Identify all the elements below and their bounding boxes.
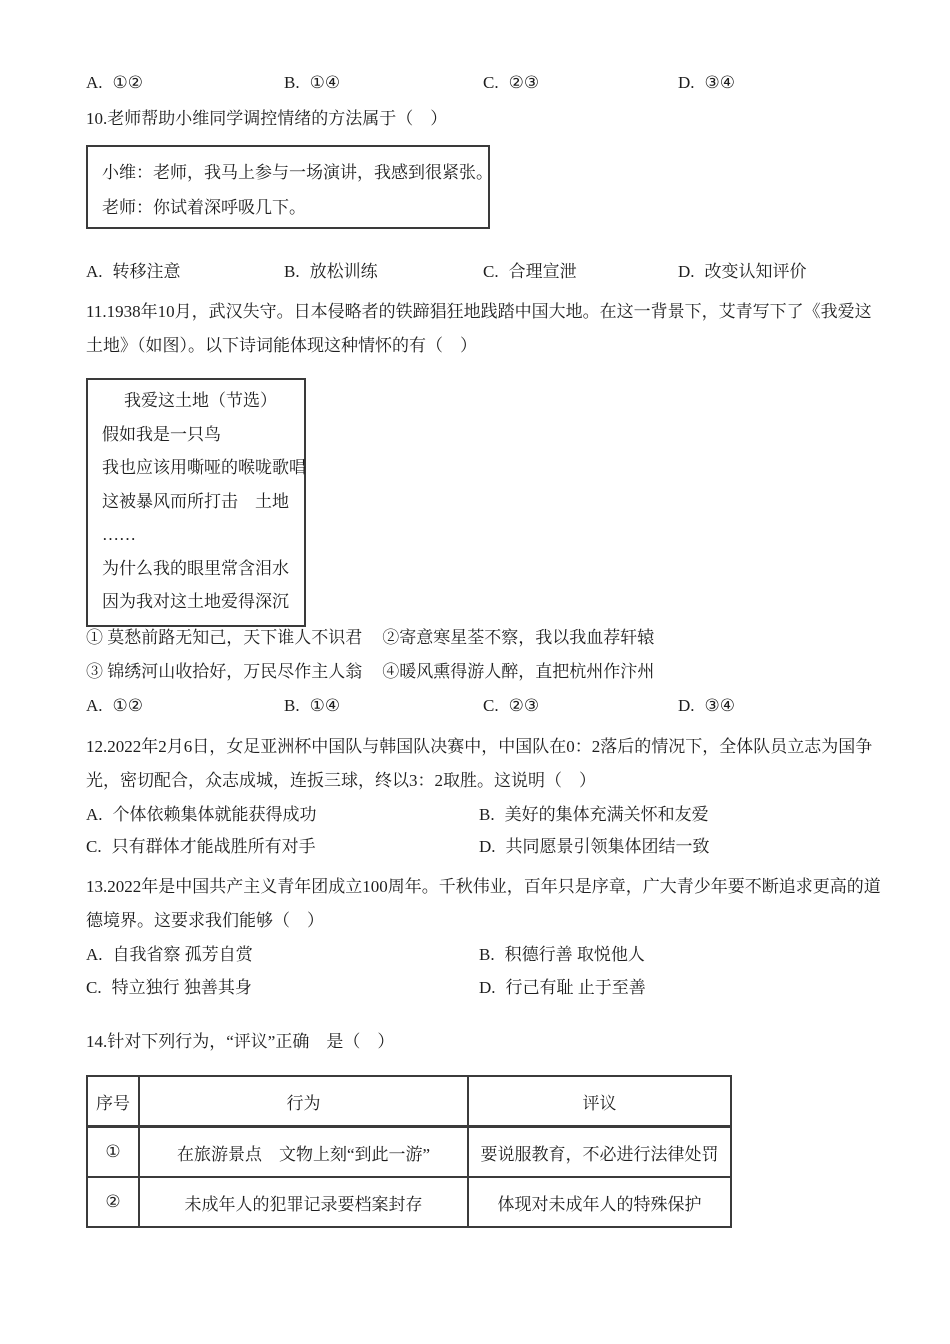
q10-option-b <box>284 260 483 284</box>
header-cell-behavior: 行为 <box>139 1076 468 1127</box>
q9-option-a <box>86 71 284 95</box>
option-label: B. <box>284 262 300 281</box>
option-text: 合理宣泄 <box>508 262 577 281</box>
question-12-option-row-2 <box>86 835 884 859</box>
option-text: 自我省察 孤芳自赏 <box>112 945 253 964</box>
cell-behavior: 在旅游景点 文物上刻“到此一游” <box>139 1127 468 1178</box>
q13-option-d <box>479 976 884 1000</box>
option-label: D. <box>678 262 695 281</box>
option-text: ①④ <box>309 73 341 92</box>
q13-option-b <box>479 943 884 967</box>
table-row <box>87 1127 731 1178</box>
q11-item-4: ④暖风熏得游人醉，直把杭州作汴州 <box>382 662 655 681</box>
question-12-stem: 12.2022年2月6日，女足亚洲杯中国队与韩国队决赛中，中国队在0：2落后的情况下，全体队员立志为国争光，密切配合，众志成城，连扳三球，终以3：2取胜。这说明（ ） <box>86 737 873 790</box>
q11-poem-box <box>86 378 306 627</box>
option-label: C. <box>483 696 499 715</box>
option-text: 改变认知评价 <box>704 262 807 281</box>
question-13-stem: 13.2022年是中国共产主义青年团成立100周年。千秋伟业，百年只是序章，广大青少年要不断追求更高的道德境界。这要求我们能够（ ） <box>86 877 881 930</box>
option-text: ②③ <box>508 696 540 715</box>
cell-comment: 要说服教育，不必进行法律处罚 <box>468 1127 731 1178</box>
q11-option-a <box>86 694 284 718</box>
q11-option-b <box>284 694 483 718</box>
option-label: C. <box>86 978 102 997</box>
question-9-option-row <box>86 71 884 95</box>
option-text: ①② <box>112 73 144 92</box>
q13-option-a <box>86 943 479 967</box>
question-11-option-row <box>86 694 884 718</box>
option-text: 行己有耻 止于至善 <box>505 978 646 997</box>
option-text: ①② <box>112 696 144 715</box>
option-label: B. <box>479 945 495 964</box>
q11-item-1: ① 莫愁前路无知己，天下谁人不识君 <box>86 628 363 647</box>
question-13-option-row-2 <box>86 976 884 1000</box>
q9-option-c <box>483 71 678 95</box>
poem-line: 为什么我的眼里常含泪水 <box>102 558 289 578</box>
cell-behavior: 未成年人的犯罪记录要档案封存 <box>139 1177 468 1227</box>
header-cell-number: 序号 <box>87 1076 139 1127</box>
q11-item-2: ②寄意寒星荃不察，我以我血荐轩辕 <box>382 628 655 647</box>
option-text: 只有群体才能战胜所有对手 <box>111 837 316 856</box>
q9-option-b <box>284 71 483 95</box>
q11-item-3: ③ 锦绣河山收拾好，万民尽作主人翁 <box>86 662 363 681</box>
poem-line: 我也应该用嘶哑的喉咙歌唱 <box>102 458 306 477</box>
q14-behavior-table <box>86 1075 732 1228</box>
cell-number: ② <box>87 1177 139 1227</box>
option-text: ③④ <box>704 696 736 715</box>
q11-items-line-2 <box>86 660 654 684</box>
option-text: ①④ <box>309 696 341 715</box>
option-label: C. <box>483 73 499 92</box>
q10-dialogue-box <box>86 145 493 229</box>
poem-line: 假如我是一只鸟 <box>102 424 221 444</box>
option-text: 积德行善 取悦他人 <box>504 945 645 964</box>
poem-line: 因为我对这土地爱得深沉 <box>102 592 289 611</box>
option-label: B. <box>284 696 300 715</box>
cell-number: ① <box>87 1127 139 1178</box>
option-label: D. <box>479 837 496 856</box>
q12-option-a <box>86 803 479 827</box>
option-label: A. <box>86 262 103 281</box>
question-14-stem: 14.针对下列行为，“评议”正确 是（ ） <box>86 1032 395 1051</box>
q10-option-c <box>483 260 678 284</box>
option-label: A. <box>86 73 103 92</box>
q12-option-d <box>479 835 884 859</box>
dialogue-line-xiaowei: 小维：老师，我马上参与一场演讲，我感到很紧张。 <box>102 163 493 182</box>
q13-option-c <box>86 976 479 1000</box>
option-label: B. <box>479 805 495 824</box>
option-label: C. <box>86 837 102 856</box>
question-12-option-row-1 <box>86 803 884 827</box>
option-text: ②③ <box>508 73 540 92</box>
question-13-option-row-1 <box>86 943 884 967</box>
option-label: D. <box>678 73 695 92</box>
option-label: D. <box>678 696 695 715</box>
option-label: A. <box>86 945 103 964</box>
option-label: B. <box>284 73 300 92</box>
option-label: A. <box>86 696 103 715</box>
q11-option-c <box>483 694 678 718</box>
q12-option-c <box>86 835 479 859</box>
table-header-row <box>87 1076 731 1127</box>
option-label: D. <box>479 978 496 997</box>
option-text: 转移注意 <box>112 262 181 281</box>
question-10-stem: 10.老师帮助小维同学调控情绪的方法属于（ ） <box>86 109 448 128</box>
question-11-stem: 11.1938年10月，武汉失守。日本侵略者的铁蹄猖狂地践踏中国大地。在这一背景下，艾青写下了《我爱这土地》（如图）。以下诗词能体现这种情怀的有（ ） <box>86 302 872 355</box>
dialogue-line-teacher: 老师：你试着深呼吸几下。 <box>102 198 306 217</box>
option-text: ③④ <box>704 73 736 92</box>
q10-option-d <box>678 260 884 284</box>
table-row <box>87 1177 731 1227</box>
q11-items-line-1 <box>86 626 654 650</box>
option-text: 共同愿景引领集体团结一致 <box>505 837 710 856</box>
header-cell-comment: 评议 <box>468 1076 731 1127</box>
option-text: 美好的集体充满关怀和友爱 <box>504 805 709 824</box>
q12-option-b <box>479 803 884 827</box>
option-label: A. <box>86 805 103 824</box>
option-label: C. <box>483 262 499 281</box>
q9-option-d <box>678 71 884 95</box>
q10-option-a <box>86 260 284 284</box>
option-text: 个体依赖集体就能获得成功 <box>112 805 317 824</box>
poem-title: 我爱这土地（节选） <box>124 391 277 410</box>
poem-line: 这被暴风而所打击 土地 <box>102 491 289 511</box>
option-text: 放松训练 <box>309 262 378 281</box>
q11-option-d <box>678 694 884 718</box>
question-10-option-row <box>86 260 884 284</box>
option-text: 特立独行 独善其身 <box>111 978 252 997</box>
poem-line: …… <box>102 525 136 544</box>
cell-comment: 体现对未成年人的特殊保护 <box>468 1177 731 1227</box>
